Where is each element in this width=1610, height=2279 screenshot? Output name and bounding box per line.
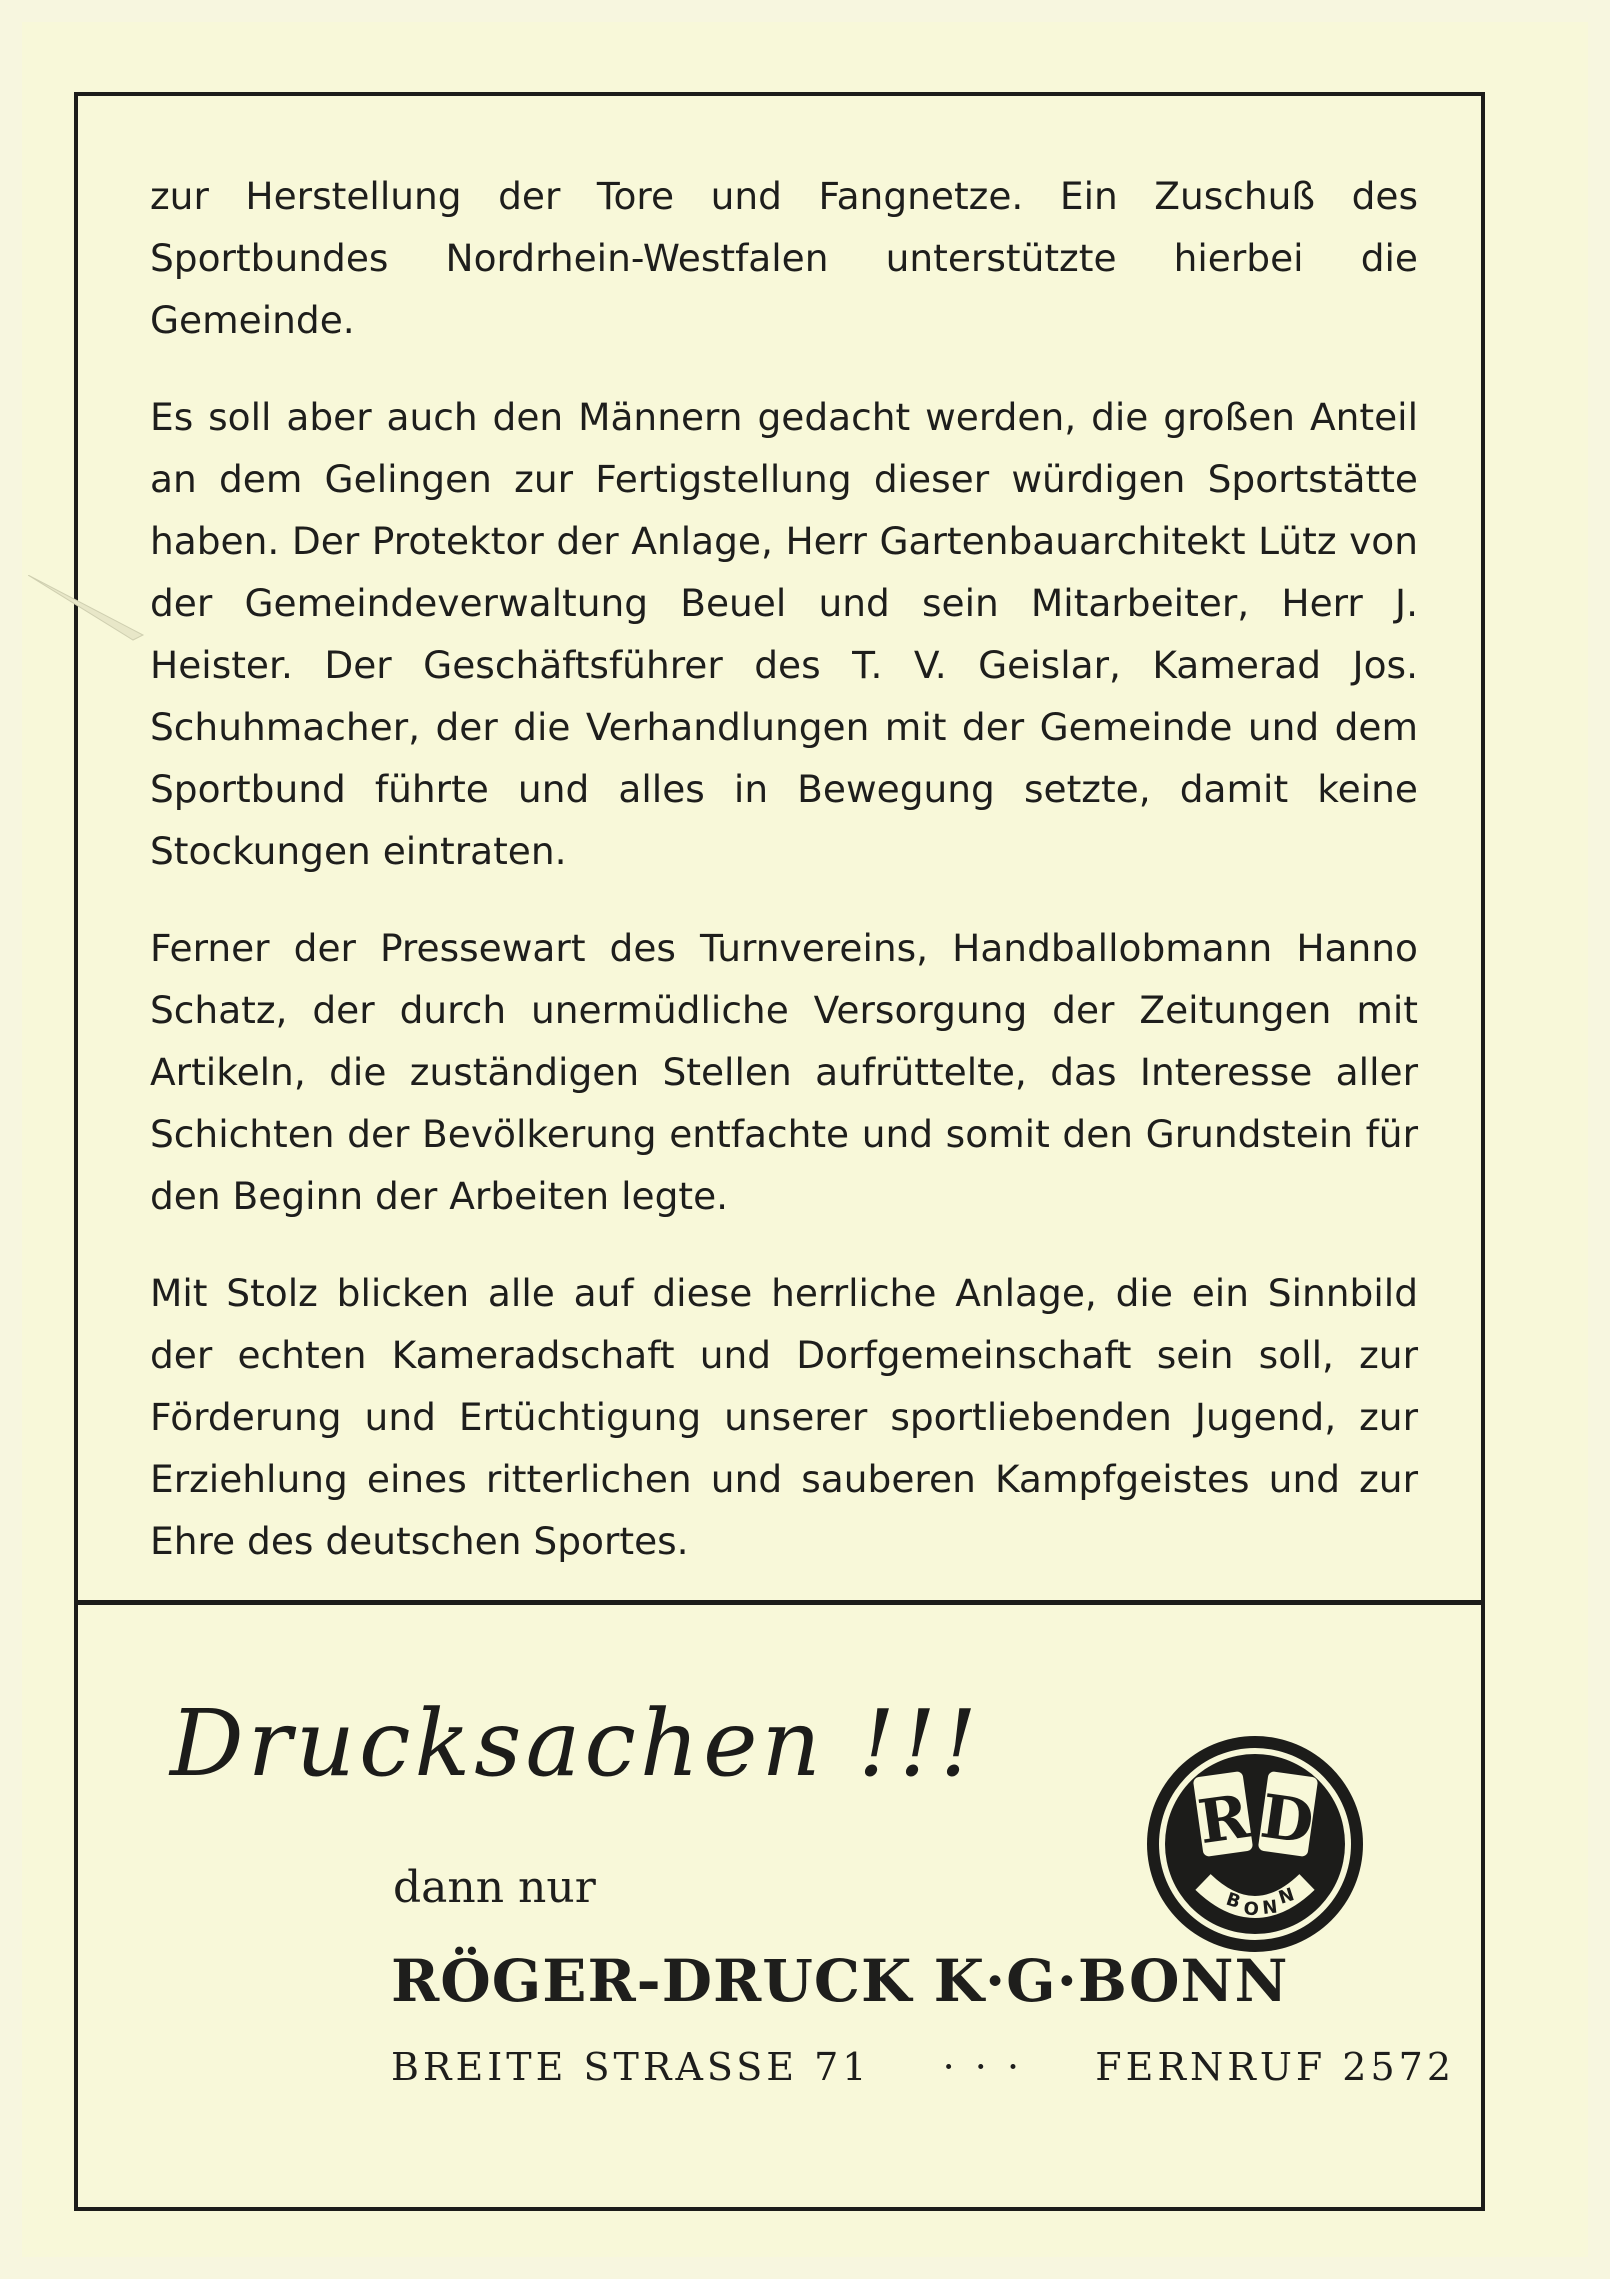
company-name: RÖGER-DRUCK K·G·BONN — [391, 1947, 1289, 2015]
svg-text:B: B — [1223, 1888, 1244, 1913]
paragraph: zur Herstellung der Tore und Fangnetze. Ein Zuschuß des Sportbundes Nordrhein-Westfalen unterstützte hierbei die Gemeinde. — [150, 174, 1418, 342]
svg-text:R: R — [1194, 1781, 1254, 1859]
street-address: BREITE STRASSE 71 — [391, 2045, 871, 2089]
paragraph: Mit Stolz blicken alle auf diese herrliche Anlage, die ein Sinnbild der echten Kameradschaft und Dorfgemeinschaft sein soll, zur Förderung und Ertüchtigung unserer sportliebenden Jugend, zur Erziehlung eines ritterlichen und sauberen Kampfgeistes und zur Ehre des deutschen Sportes. — [150, 1271, 1418, 1563]
svg-text:D: D — [1256, 1781, 1318, 1859]
phone-number: FERNRUF 2572 — [1095, 2045, 1455, 2089]
paragraph: Es soll aber auch den Männern gedacht werden, die großen Anteil an dem Gelingen zur Fertigstellung dieser würdigen Sportstätte haben. Der Protektor der Anlage, Herr Gartenbauarchitekt Lütz von der Gemeindeverwaltung Beuel und sein Mitarbeiter, Herr J. Heister. Der Geschäftsführer des T. V. Geislar, Kamerad Jos. Schuhmacher, der die Verhandlungen mit der Gemeinde und dem Sportbund führte und alles in Bewegung setzte, damit keine Stockungen eintraten. — [150, 395, 1418, 873]
company-address — [391, 2045, 1455, 2089]
rd-bonn-logo — [1143, 1732, 1367, 1956]
paper-fold-mark — [28, 575, 148, 645]
svg-text:N: N — [1276, 1884, 1297, 1909]
ad-headline: Drucksachen !!! — [170, 1690, 981, 1797]
svg-text:O: O — [1242, 1898, 1260, 1921]
ad-subline: dann nur — [393, 1862, 596, 1913]
address-separator: · · · — [942, 2045, 1024, 2089]
article-text — [150, 165, 1418, 1607]
svg-text:N: N — [1261, 1896, 1279, 1919]
paragraph: Ferner der Pressewart des Turnvereins, Handballobmann Hanno Schatz, der durch unermüdliche Versorgung der Zeitungen mit Artikeln, die zuständigen Stellen aufrüttelte, das Interesse aller Schichten der Bevölkerung entfachte und somit den Grundstein für den Beginn der Arbeiten legte. — [150, 926, 1418, 1218]
